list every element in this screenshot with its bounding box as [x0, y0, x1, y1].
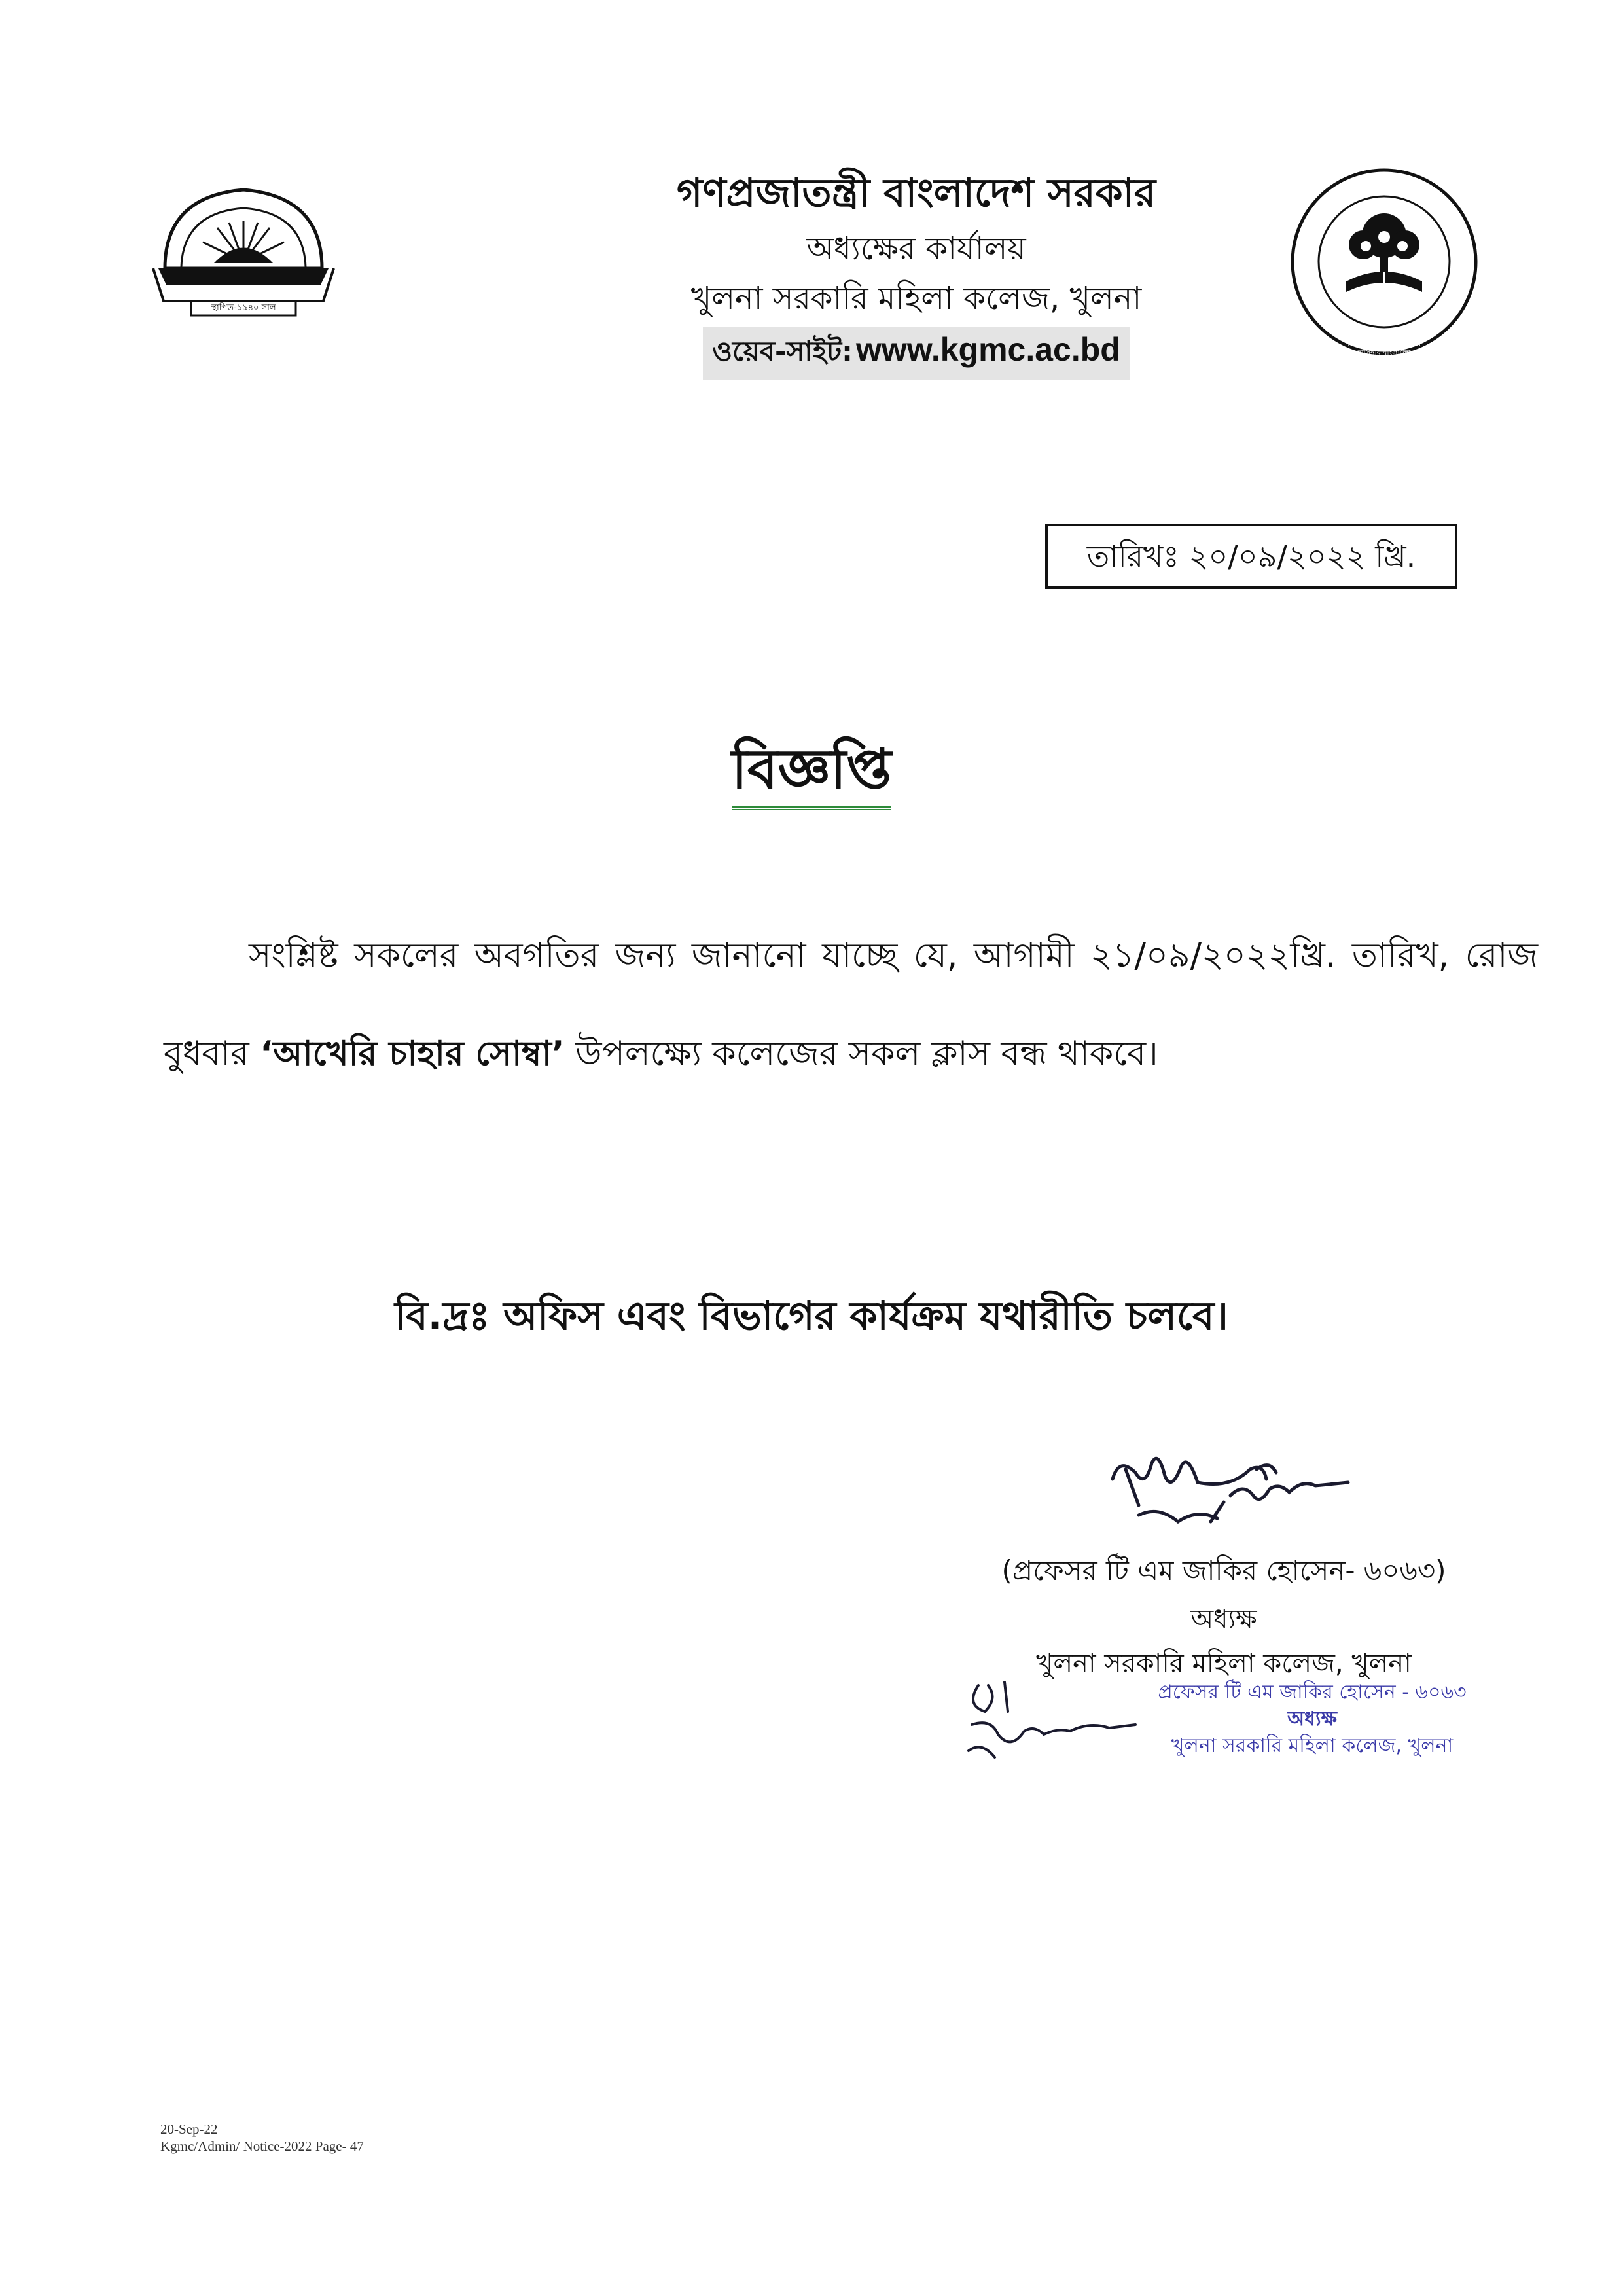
- website-line: [703, 327, 1130, 380]
- signature-block: [955, 1545, 1492, 1686]
- slogan-logo-text: শিক্ষা নিয়ে গড়ব দেশ শেখ হাসিনার বাংলাদেশ: [1347, 339, 1421, 357]
- principal-handwritten-signature: [1099, 1443, 1361, 1548]
- footer-reference: Kgmc/Admin/ Notice-2022 Page- 47: [160, 2138, 364, 2154]
- college-logo: [145, 170, 342, 321]
- stamp-designation: অধ্যক্ষ: [1287, 1708, 1337, 1731]
- notice-title-wrap: [0, 726, 1623, 819]
- stamp-name: প্রফেসর টি এম জাকির হোসেন - ৬০৬৩: [1158, 1681, 1467, 1704]
- signatory-name: (প্রফেসর টি এম জাকির হোসেন- ৬০৬৩): [1001, 1554, 1446, 1587]
- body-text-part2: উপলক্ষ্যে কলেজের সকল ক্লাস বন্ধ থাকবে।: [564, 1034, 1158, 1073]
- special-note: বি.দ্রঃ অফিস এবং বিভাগের কার্যক্রম যথারীতি চলবে।: [395, 1293, 1228, 1339]
- document-footer: [160, 2121, 364, 2155]
- notice-body: [164, 906, 1538, 1103]
- stamp-handwritten-initials: [959, 1672, 1155, 1770]
- signatory-designation: অধ্যক্ষ: [1190, 1604, 1257, 1634]
- slogan-logo: [1286, 164, 1482, 360]
- stamp-institution: খুলনা সরকারি মহিলা কলেজ, খুলনা: [1171, 1734, 1454, 1757]
- letterhead: [458, 167, 1374, 380]
- signature-scribble: [1099, 1443, 1361, 1548]
- notice-date: তারিখঃ ২০/০৯/২০২২ খ্রি.: [1045, 524, 1457, 589]
- notice-title: বিজ্ঞপ্তি: [732, 737, 891, 810]
- signatory-institution: খুলনা সরকারি মহিলা কলেজ, খুলনা: [1036, 1649, 1412, 1679]
- office-name: অধ্যক্ষের কার্যালয়: [806, 230, 1026, 267]
- government-name: গণপ্রজাতন্ত্রী বাংলাদেশ সরকার: [677, 170, 1156, 216]
- body-text-part1: সংশ্লিষ্ট সকলের অবগতির জন্য জানানো যাচ্ছে যে, আগামী ২১/০৯/২০২২খ্রি. তারিখ, রোজ বুধবার: [164, 936, 1538, 1073]
- college-name: খুলনা সরকারি মহিলা কলেজ, খুলনা: [690, 280, 1142, 317]
- college-logo-caption: স্থাপিত-১৯৪০ সাল: [211, 303, 276, 313]
- official-stamp: [1129, 1679, 1495, 1760]
- footer-date: 20-Sep-22: [160, 2121, 218, 2137]
- stamp-initials: [959, 1672, 1155, 1770]
- notice-paragraph: [164, 906, 1538, 1103]
- website-label: ওয়েব-সাইট:: [712, 335, 853, 367]
- college-logo-graphic: [145, 170, 342, 321]
- slogan-logo-graphic: [1286, 164, 1482, 360]
- website-link[interactable]: www.kgmc.ac.bd: [856, 331, 1120, 368]
- event-name: ‘আখেরি চাহার সোম্বা’: [260, 1034, 565, 1073]
